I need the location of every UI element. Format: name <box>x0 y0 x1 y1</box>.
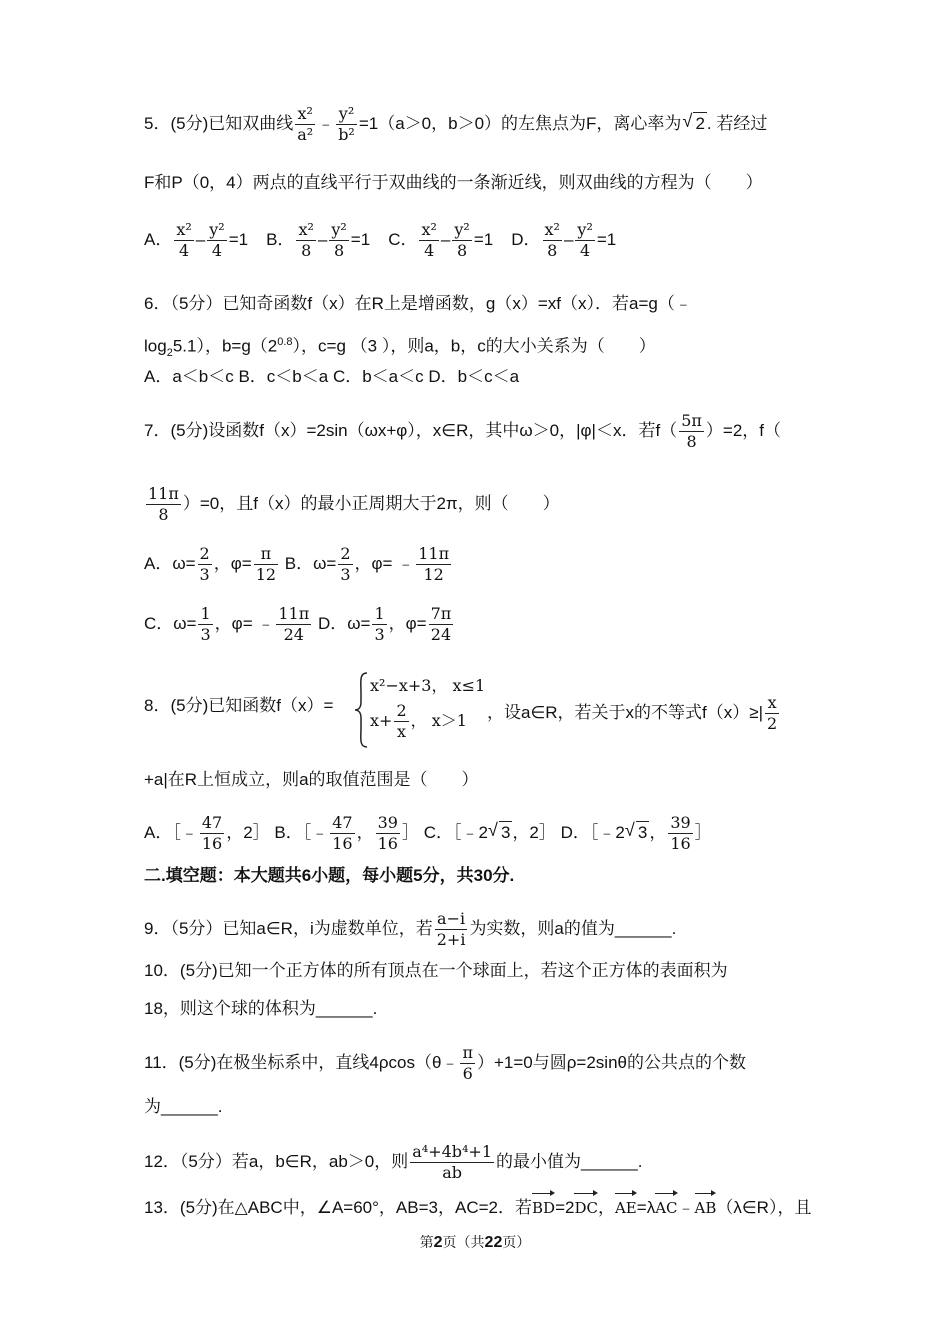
q11-line1 <box>144 1045 810 1082</box>
denominator: 3 <box>200 625 211 644</box>
q10-line2: 18，则这个球的体积为______. <box>144 999 378 1018</box>
q9-line <box>144 911 810 948</box>
equals-one: =1 <box>473 229 494 249</box>
q8-piece-1: x²−x+3， x≤1 <box>370 676 486 695</box>
log-base: 2 <box>166 347 173 360</box>
q5-text-a: 5．(5分)已知双曲线 <box>144 113 294 133</box>
comma: ， <box>356 822 374 842</box>
fraction <box>419 222 438 259</box>
fraction <box>372 606 386 643</box>
vector-ae: AE <box>615 1191 637 1219</box>
numerator: y² <box>331 220 347 239</box>
q8-optA-end: ，2］ <box>226 822 270 842</box>
q7-optC-phi: ，φ= ﹣ <box>214 613 275 633</box>
q7-options-ab <box>144 546 810 583</box>
q8-optB-end: ］ <box>401 822 419 842</box>
q7-text-b: ）=2，f（ <box>705 420 781 440</box>
q8-piece-2 <box>370 703 467 740</box>
denominator: 16 <box>201 834 223 853</box>
q13-line <box>144 1191 810 1219</box>
comma: ， <box>649 822 667 842</box>
numerator: 2 <box>199 544 210 563</box>
denominator: 16 <box>670 834 691 853</box>
denominator: 8 <box>301 241 312 260</box>
q6-line1: 6．（5分）已知奇函数f（x）在R上是增函数，g（x）=xf（x）．若a=g（﹣ <box>144 294 692 313</box>
numerator: 39 <box>670 813 691 832</box>
minus-sign: ﹣ <box>317 113 335 133</box>
denominator: 8 <box>333 241 345 260</box>
q8-optC-end: ，2］ <box>512 822 556 842</box>
q13-text-b: （λ∈R），且 <box>716 1198 812 1217</box>
q5-option-c <box>388 220 494 260</box>
section-heading: 二.填空题：本大题共6小题，每小题5分，共30分. <box>144 866 515 885</box>
option-label: A． <box>144 229 173 249</box>
numerator: 11π <box>148 484 179 503</box>
fraction <box>198 606 212 643</box>
denominator: 4 <box>211 241 223 260</box>
vector-ac: AC <box>655 1191 677 1219</box>
q6-line2 <box>144 331 810 364</box>
denominator: 4 <box>580 241 591 260</box>
q8-optA-label: A．［﹣ <box>144 822 198 842</box>
q5-option-a <box>144 220 249 260</box>
q11-line2: 为______. <box>144 1097 223 1116</box>
denominator: 2+i <box>436 930 466 949</box>
sqrt-radical: √ 3 <box>636 821 649 844</box>
numerator: y² <box>577 220 593 239</box>
q9-text-b: 为实数，则a的值为______. <box>469 918 677 938</box>
fraction <box>410 1144 494 1181</box>
q7-optB-phi: ，φ= ﹣ <box>354 553 415 573</box>
fraction <box>296 222 315 259</box>
denominator: ab <box>442 1163 463 1182</box>
denominator: b² <box>338 125 355 144</box>
numerator: 47 <box>201 813 223 832</box>
vector-dc: DC <box>574 1191 598 1219</box>
fraction <box>435 911 468 948</box>
denominator: x <box>397 722 407 741</box>
q8-optB-label: B．［﹣ <box>274 822 329 842</box>
denominator: 2 <box>767 714 778 733</box>
exponent: 0.8 <box>277 336 293 348</box>
denominator: 6 <box>462 1064 473 1083</box>
numerator: 2 <box>340 544 351 563</box>
fraction <box>376 815 400 852</box>
numerator: x² <box>298 220 314 239</box>
vector-bd: BD <box>532 1191 555 1219</box>
fraction <box>452 222 471 259</box>
option-label: D． <box>511 229 541 249</box>
q7-optA-phi: ，φ= <box>213 553 252 573</box>
fraction <box>254 546 278 583</box>
numerator: 7π <box>430 604 452 623</box>
denominator: 8 <box>457 241 468 260</box>
denominator: 4 <box>178 241 190 260</box>
denominator: 4 <box>424 241 435 260</box>
numerator: a⁴+4b⁴+1 <box>412 1142 493 1161</box>
q11-text-a: 11．(5分)在极坐标系中，直线4ρcos（θ﹣ <box>144 1052 459 1072</box>
numerator: y² <box>454 220 470 239</box>
fraction <box>460 1045 475 1082</box>
minus-sign: – <box>440 229 451 249</box>
fraction <box>330 815 354 852</box>
denominator: 8 <box>547 241 558 260</box>
q11-text-b: ）+1=0与圆ρ=2sinθ的公共点的个数 <box>476 1052 746 1072</box>
numerator: 11π <box>278 604 310 623</box>
fraction <box>668 815 692 852</box>
fraction <box>338 546 352 583</box>
q7-text-a: 7．(5分)设函数f（x）=2sin（ωx+φ），x∈R，其中ω＞0，|φ|＜x．若f（ <box>144 420 678 440</box>
equals-one: =1 <box>596 229 617 249</box>
numerator: y² <box>209 220 225 239</box>
q7-optC-label: C．ω= <box>144 613 197 633</box>
denominator: 12 <box>423 565 444 584</box>
q5-line2: F和P（0，4）两点的直线平行于双曲线的一条渐近线，则双曲线的方程为（ ） <box>144 173 763 192</box>
q8-text-b: ，设a∈R，若关于x的不等式f（x）≥| <box>487 702 764 722</box>
minus-sign: ﹣ <box>677 1198 695 1217</box>
left-brace-icon <box>353 672 369 748</box>
numerator: 5π <box>681 411 702 430</box>
vector-ab: AB <box>695 1191 717 1219</box>
denominator: 3 <box>374 625 385 644</box>
equals-one: =1 <box>350 229 371 249</box>
numerator: 1 <box>374 604 385 623</box>
minus-sign: – <box>563 229 574 249</box>
fraction <box>765 695 779 732</box>
q10-line1: 10．(5分)已知一个正方体的所有顶点在一个球面上，若这个正方体的表面积为 <box>144 961 728 980</box>
option-label: B． <box>266 229 295 249</box>
numerator: x <box>765 695 779 714</box>
fraction <box>276 606 311 643</box>
q5-option-d <box>511 220 617 260</box>
minus-sign: – <box>317 229 328 249</box>
denominator: 8 <box>158 505 169 524</box>
denominator: 3 <box>199 565 210 584</box>
q5-text-b: =1（a＞0，b＞0）的左焦点为F，离心率为 <box>358 113 682 133</box>
numerator: 11π <box>418 544 450 563</box>
q5-options <box>144 222 810 259</box>
denominator: 12 <box>255 565 277 584</box>
numerator: 1 <box>200 604 211 623</box>
numerator: y² <box>336 106 357 125</box>
fraction <box>200 815 224 852</box>
q6-options: A．a＜b＜c B．c＜b＜a C．b＜a＜c D．b＜c＜a <box>144 367 520 386</box>
q7-optD-phi: ，φ= <box>388 613 427 633</box>
total-pages: 22 <box>484 1234 503 1251</box>
minus-sign: – <box>195 229 206 249</box>
footer-pre: 第 <box>419 1234 434 1250</box>
denominator: 24 <box>283 625 304 644</box>
denominator: 8 <box>686 432 697 451</box>
q7-line2 <box>144 486 810 523</box>
q5-option-b <box>266 220 371 260</box>
q8-optD-end: ］ <box>694 822 712 842</box>
numerator: x² <box>295 106 315 125</box>
q7-optB-label: B．ω= <box>284 553 337 573</box>
fraction <box>198 546 212 583</box>
fraction <box>394 703 408 740</box>
q5-fraction-1 <box>295 106 315 143</box>
sqrt-radical: √ 2 <box>693 112 706 135</box>
q9-text-a: 9．（5分）已知a∈R，i为虚数单位，若 <box>144 918 433 938</box>
q7-fraction-5pi-8 <box>679 413 704 450</box>
q5-text-c: . 若经过 <box>706 113 768 133</box>
numerator: 2 <box>396 701 407 720</box>
q8-line1-b <box>487 695 810 732</box>
q8-line1-a: 8．(5分)已知函数f（x）= <box>144 696 334 715</box>
q7-optA-label: A．ω= <box>144 553 196 573</box>
q7-fraction-11pi-8 <box>146 486 181 523</box>
numerator: x² <box>421 220 437 239</box>
q5-line1 <box>144 106 810 143</box>
numerator: 47 <box>332 813 353 832</box>
q5-fraction-2 <box>336 106 357 143</box>
fraction <box>429 606 454 643</box>
q8-optC-label: C．［﹣2 <box>423 822 488 842</box>
q12-line <box>144 1144 810 1181</box>
q8-options <box>144 815 810 852</box>
sqrt-radical: √ 3 <box>499 821 512 844</box>
q6-text-b: 5.1），b=g（2 <box>172 336 278 356</box>
q8-optD-label: D．［﹣2 <box>560 822 625 842</box>
footer-mid: 页（共 <box>442 1234 485 1250</box>
denominator: a² <box>297 125 314 144</box>
numerator: a−i <box>435 911 468 930</box>
q7-options-cd <box>144 606 810 643</box>
numerator: 39 <box>377 813 398 832</box>
numerator: x² <box>544 220 560 239</box>
numerator: π <box>462 1043 473 1062</box>
denominator: 3 <box>340 565 351 584</box>
page-number: 2 <box>433 1234 443 1251</box>
footer-post: 页） <box>502 1234 531 1250</box>
page-footer <box>0 1232 950 1252</box>
q7-optD-label: D．ω= <box>317 613 371 633</box>
fraction <box>416 546 451 583</box>
fraction <box>174 222 193 259</box>
comma: ， <box>597 1198 615 1217</box>
q5-option-list <box>144 220 634 260</box>
denominator: 16 <box>332 834 353 853</box>
q13-eq1: =2 <box>555 1198 575 1217</box>
q7-text-c: ）=0，且f（x）的最小正周期大于2π，则（ ） <box>182 493 560 513</box>
fraction <box>575 222 594 259</box>
denominator: 24 <box>430 625 452 644</box>
piece2-cond: ， x＞1 <box>410 711 467 730</box>
q13-text-a: 13．(5分)在△ABC中，∠A=60°，AB=3，AC=2．若 <box>144 1198 532 1217</box>
q6-log: log <box>144 336 167 356</box>
numerator: x² <box>176 220 192 239</box>
option-label: C． <box>388 229 418 249</box>
fraction <box>207 222 226 259</box>
q12-text-b: 的最小值为______. <box>496 1151 643 1171</box>
fraction <box>543 222 562 259</box>
q7-line1 <box>144 413 810 450</box>
q13-eq2: =λ <box>636 1198 656 1217</box>
numerator: π <box>254 546 278 565</box>
piece2-x: x+ <box>370 711 393 730</box>
q12-text-a: 12．（5分）若a，b∈R，ab＞0，则 <box>144 1151 409 1171</box>
q8-line2: +a|在R上恒成立，则a的取值范围是（ ） <box>144 770 479 789</box>
q6-text-c: ），c=g （3 ），则a，b，c的大小关系为（ ） <box>292 336 656 356</box>
equals-one: =1 <box>228 229 249 249</box>
fraction <box>329 222 348 259</box>
denominator: 16 <box>377 834 398 853</box>
